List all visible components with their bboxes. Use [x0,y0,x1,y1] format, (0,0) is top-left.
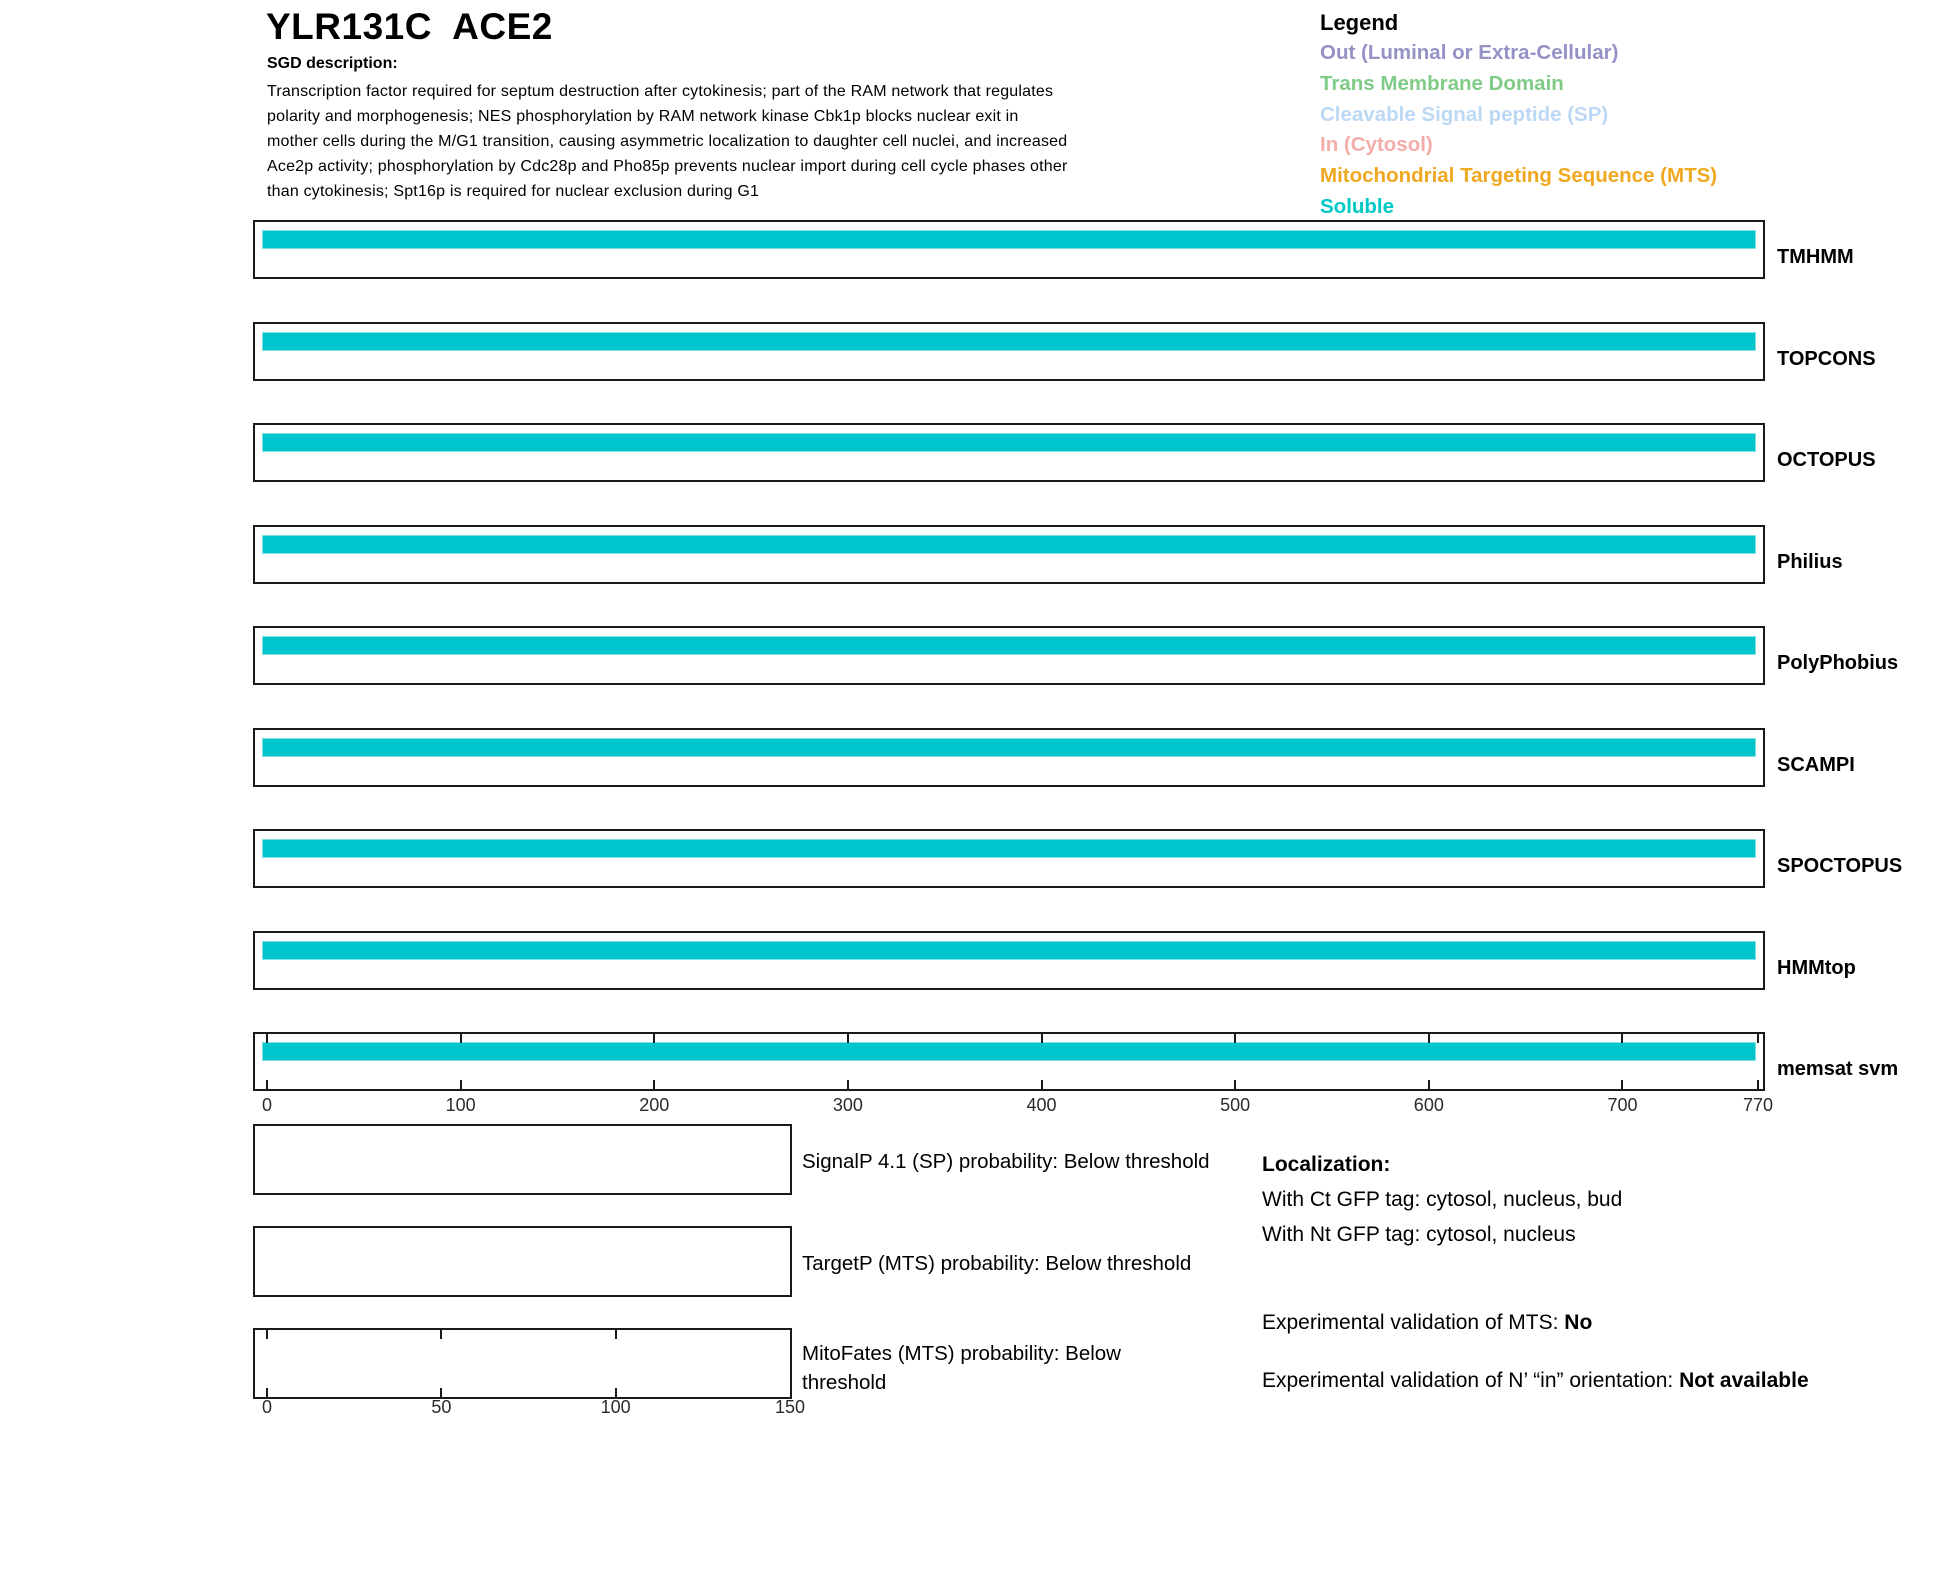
track-label: TOPCONS [1777,348,1876,370]
axis-tick [266,1330,268,1339]
description-line: polarity and morphogenesis; NES phosphorylation by RAM network kinase Cbk1p blocks nuclear exit in [267,108,1019,125]
axis-tick [615,1330,617,1339]
axis-tick [440,1330,442,1339]
track-label: OCTOPUS [1777,449,1876,471]
track-box-spoctopus [253,829,1903,888]
axis-tick-label: 0 [261,1397,273,1417]
legend-items [1320,38,1717,223]
soluble-bar [262,535,1756,554]
axis-tick [1234,1034,1236,1043]
soluble-bar [262,230,1756,249]
soluble-bar [262,738,1756,757]
axis-tick-label: 600 [1413,1095,1444,1115]
probability-plot-box-1 [253,1226,792,1297]
axis-tick-label: 150 [774,1397,806,1417]
axis-tick [1757,1080,1759,1089]
description-line: Transcription factor required for septum destruction after cytokinesis; part of the RAM network that regulates [267,83,1054,100]
track-label: SCAMPI [1777,754,1855,776]
track-label: SPOCTOPUS [1777,855,1903,877]
axis-tick [266,1034,268,1043]
axis-tick [460,1034,462,1043]
axis-tick [266,1388,268,1397]
axis-tick [460,1080,462,1089]
legend-item: Trans Membrane Domain [1320,71,1564,95]
page-title: YLR131C ACE2 [266,6,553,47]
axis-tick [847,1034,849,1043]
sgd-description-text [267,79,1068,204]
mts-validation [1262,1309,1592,1337]
soluble-bar [262,839,1756,858]
axis-tick-label: 300 [832,1095,863,1115]
axis-tick [1428,1080,1430,1089]
axis-tick [847,1080,849,1089]
axis-tick [653,1080,655,1089]
localization-title: Localization: [1262,1153,1391,1176]
description-line: than cytokinesis; Spt16p is required for nuclear exclusion during G1 [267,183,760,200]
probability-caption: MitoFates (MTS) probability: Below threshold [802,1342,1121,1394]
track-box-octopus [253,423,1876,482]
axis-tick-label: 0 [261,1095,273,1115]
axis-tick-label: 500 [1220,1095,1251,1115]
probability-plot-box-0 [253,1124,792,1195]
track-box-scampi [253,728,1855,787]
legend-item: Out (Luminal or Extra-Cellular) [1320,41,1619,64]
legend-item: Mitochondrial Targeting Sequence (MTS) [1320,164,1718,188]
track-box-topcons [253,322,1876,381]
track-box-memsat-svm [253,1032,1899,1091]
sgd-description-label: SGD description: [267,55,398,72]
soluble-bar [262,941,1756,960]
description-line: Ace2p activity; phosphorylation by Cdc28p and Pho85p prevents nuclear import during cell cycle phases other [267,158,1068,175]
axis-tick [1621,1080,1623,1089]
track-box-hmmtop [253,931,1856,990]
orientation-validation-value: Not available [1679,1369,1809,1392]
axis-tick [1041,1080,1043,1089]
track-label: TMHMM [1777,246,1854,268]
probability-caption: TargetP (MTS) probability: Below threshold [802,1252,1192,1275]
track-label: HMMtop [1777,957,1856,979]
axis-tick [440,1388,442,1397]
legend-title: Legend [1320,10,1399,35]
soluble-bar [262,1042,1756,1061]
soluble-bar [262,433,1756,452]
legend-item: Soluble [1320,194,1395,218]
track-box-polyphobius [253,626,1899,685]
track-label: PolyPhobius [1777,652,1899,674]
legend-item: Cleavable Signal peptide (SP) [1320,102,1609,126]
probability-caption: SignalP 4.1 (SP) probability: Below threshold [802,1150,1210,1173]
track-label: Philius [1777,551,1843,573]
mts-validation-label: Experimental validation of MTS: [1262,1311,1565,1334]
axis-tick-label: 100 [600,1397,631,1417]
axis-tick-label: 770 [1742,1095,1774,1115]
localization-ct-gfp: With Ct GFP tag: cytosol, nucleus, bud [1262,1188,1623,1211]
soluble-bar [262,636,1756,655]
axis-tick [653,1034,655,1043]
axis-tick [1234,1080,1236,1089]
axis-tick [1757,1034,1759,1043]
legend [1320,7,1717,223]
track-box-philius [253,525,1843,584]
axis-tick [1041,1034,1043,1043]
track-box-tmhmm [253,220,1854,279]
orientation-validation [1262,1367,1822,1395]
axis-tick [1621,1034,1623,1043]
axis-tick [615,1388,617,1397]
localization-nt-gfp: With Nt GFP tag: cytosol, nucleus [1262,1223,1576,1246]
axis-tick-label: 700 [1607,1095,1638,1115]
axis-tick-label: 50 [431,1397,452,1417]
description-line: mother cells during the M/G1 transition, causing asymmetric localization to daughter cell nuclei, and increased [267,133,1068,150]
axis-tick-label: 400 [1026,1095,1057,1115]
legend-item: In (Cytosol) [1320,133,1433,157]
axis-tick-label: 200 [639,1095,670,1115]
orientation-validation-label: Experimental validation of N’ “in” orientation: [1262,1369,1680,1392]
axis-tick-label: 100 [445,1095,476,1115]
probability-plot-box-2 [253,1328,792,1399]
track-label: memsat svm [1777,1058,1899,1080]
mts-validation-value: No [1564,1311,1593,1334]
axis-tick [1428,1034,1430,1043]
axis-tick [266,1080,268,1089]
soluble-bar [262,332,1756,351]
